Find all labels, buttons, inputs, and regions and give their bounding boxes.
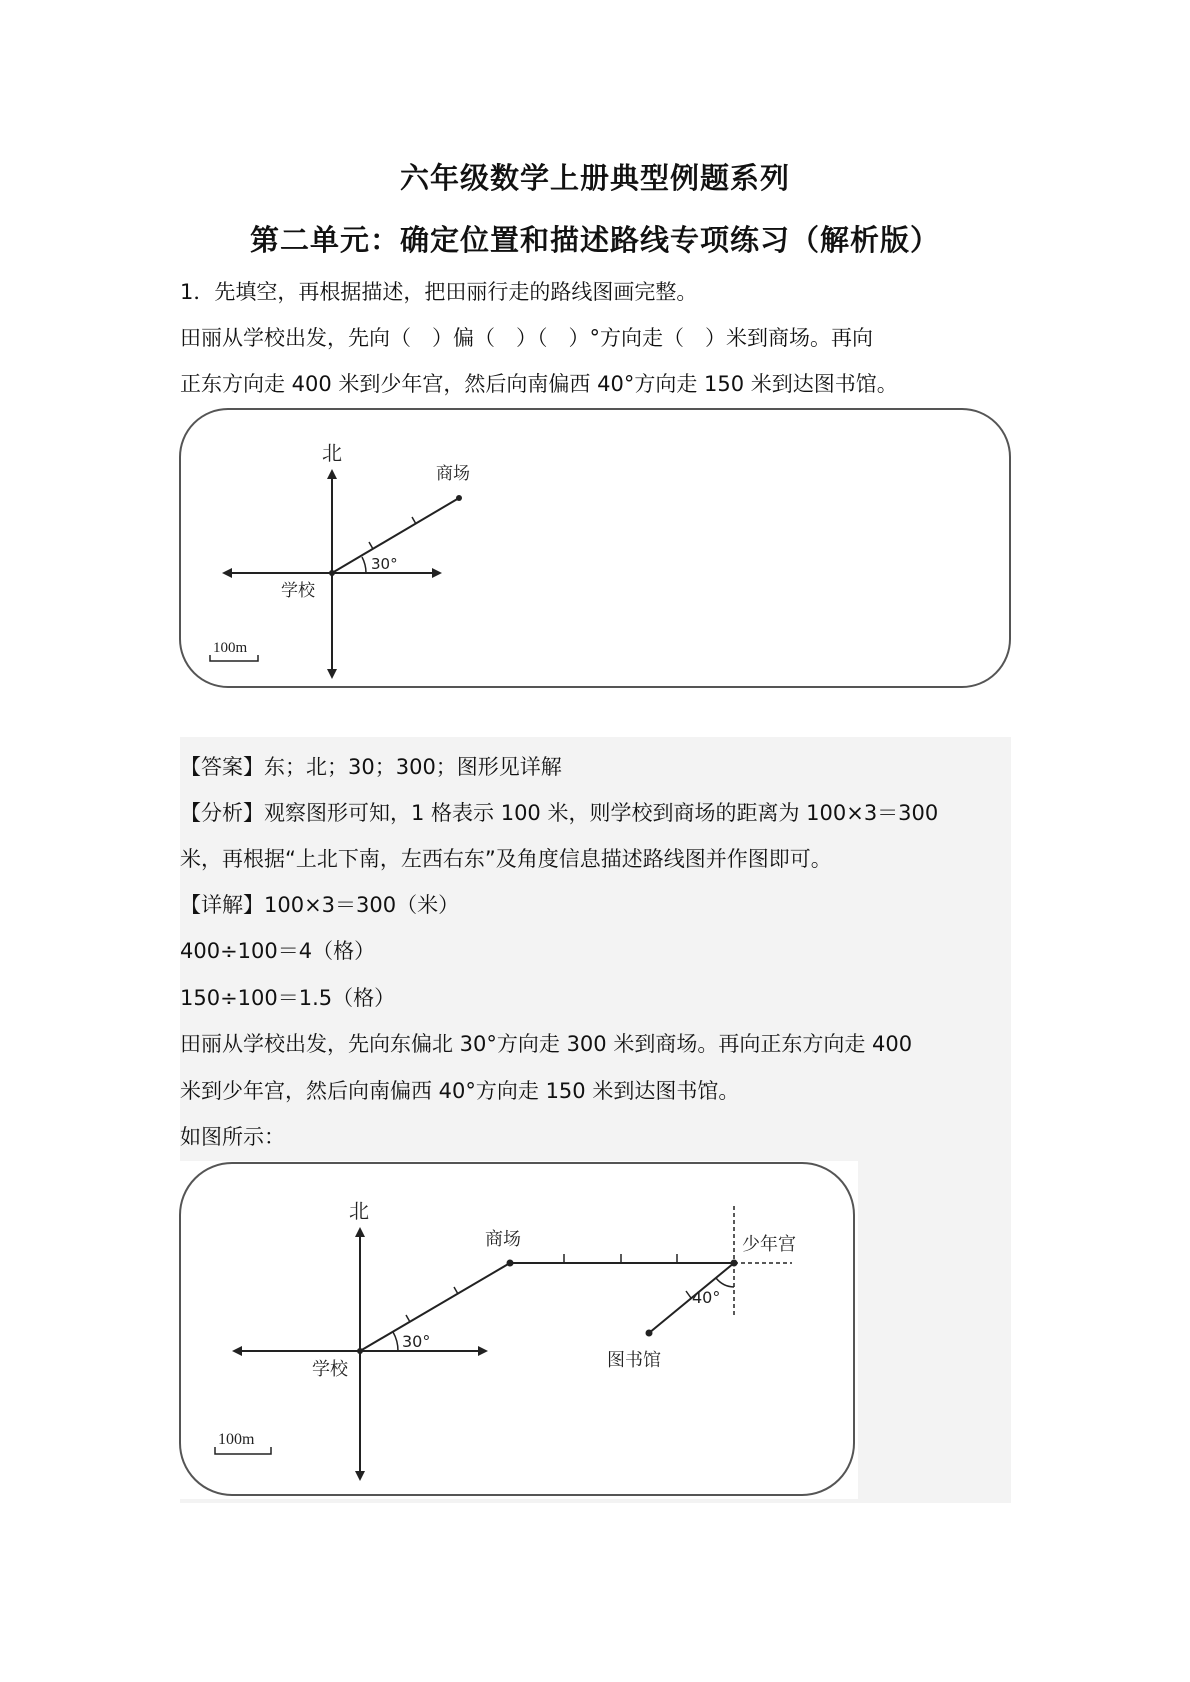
detail-line-1: 【详解】100×3＝300（米） [180, 893, 460, 917]
library-point [646, 1330, 653, 1337]
detail-line-4: 田丽从学校出发，先向东偏北 30°方向走 300 米到商场。再向正东方向走 400 [180, 1032, 913, 1056]
question-diagram [178, 407, 1014, 690]
page-subtitle: 第二单元：确定位置和描述路线专项练习（解析版） [249, 223, 940, 257]
angle-30-label: 30° [402, 1332, 431, 1351]
library-label: 图书馆 [607, 1350, 661, 1371]
page-title: 六年级数学上册典型例题系列 [399, 161, 790, 195]
mall-point [456, 495, 462, 501]
school-point [329, 570, 335, 576]
angle-label: 30° [371, 555, 398, 573]
mall-point [507, 1260, 514, 1267]
question-prompt-line-1: 田丽从学校出发，先向（ ）偏（ ）（ ）°方向走（ ）米到商场。再向 [180, 326, 873, 350]
angle-40-label: 40° [692, 1288, 721, 1307]
detail-line-3: 150÷100＝1.5（格） [180, 986, 396, 1010]
north-label: 北 [322, 441, 342, 465]
mall-label: 商场 [485, 1229, 521, 1250]
school-label: 学校 [281, 581, 315, 601]
answer-line: 【答案】东；北；30；300；图形见详解 [180, 755, 562, 779]
detail-line-5: 米到少年宫，然后向南偏西 40°方向走 150 米到达图书馆。 [180, 1079, 740, 1103]
diagram-frame [180, 409, 1010, 687]
school-label: 学校 [312, 1359, 348, 1380]
mall-label: 商场 [436, 464, 470, 484]
answer-diagram [178, 1161, 858, 1499]
north-label: 北 [349, 1199, 369, 1223]
detail-line-2: 400÷100＝4（格） [180, 939, 376, 963]
diagram-frame [180, 1163, 854, 1495]
analysis-line-1: 【分析】观察图形可知，1 格表示 100 米，则学校到商场的距离为 100×3＝300 [180, 801, 939, 825]
palace-label: 少年宫 [742, 1234, 796, 1255]
question-prompt-line-2: 正东方向走 400 米到少年宫，然后向南偏西 40°方向走 150 米到达图书馆。 [180, 372, 898, 396]
detail-line-6: 如图所示： [180, 1125, 285, 1149]
analysis-line-2: 米，再根据“上北下南，左西右东”及角度信息描述路线图并作图即可。 [180, 847, 832, 871]
scale-label: 100m [218, 1431, 255, 1448]
question-number-line: 1．先填空，再根据描述，把田丽行走的路线图画完整。 [180, 280, 698, 304]
school-point [357, 1348, 363, 1354]
palace-point [731, 1260, 738, 1267]
scale-label: 100m [213, 640, 248, 656]
